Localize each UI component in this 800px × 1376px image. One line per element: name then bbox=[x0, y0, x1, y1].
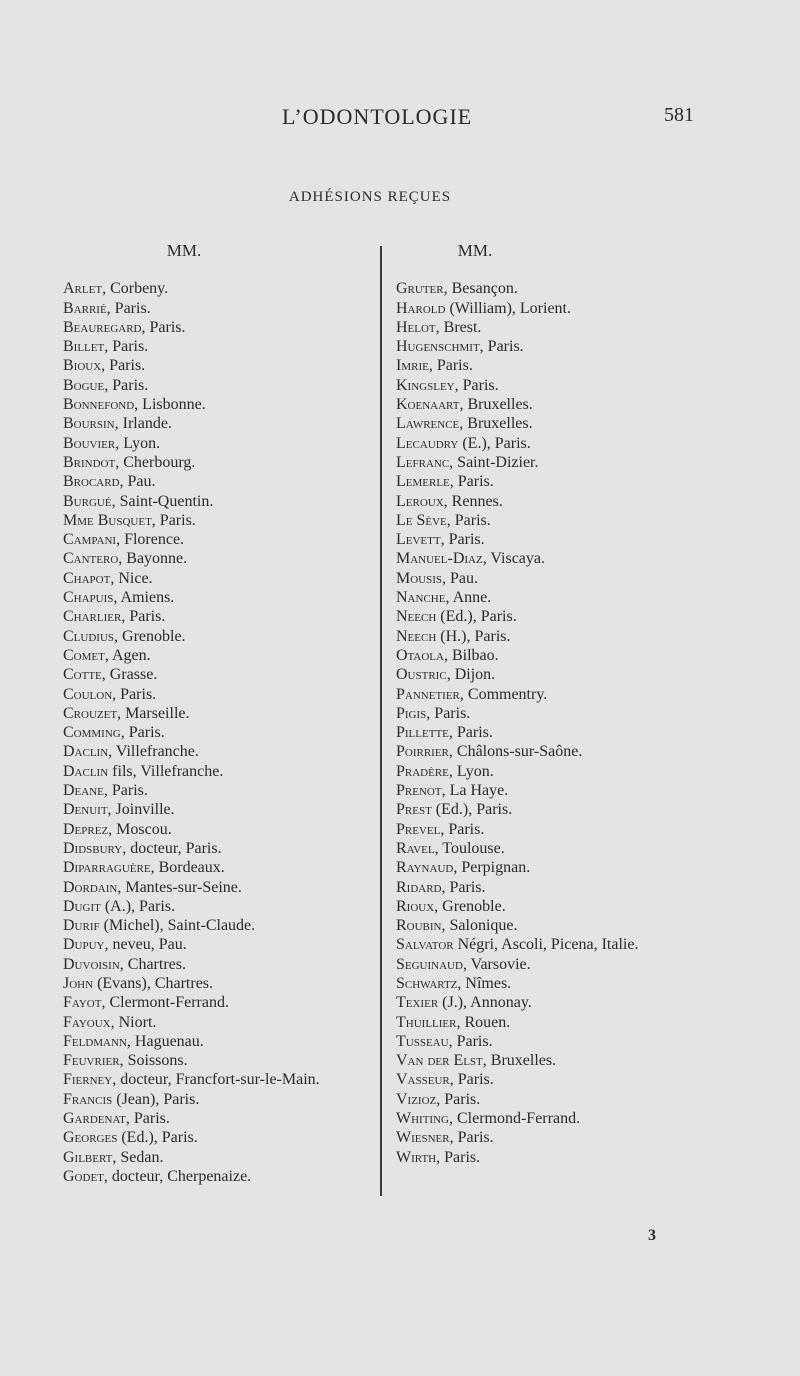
member-name: Pannetier bbox=[396, 685, 460, 703]
list-item bbox=[396, 742, 714, 761]
member-name: Diparraguère bbox=[63, 859, 151, 877]
signature-mark: 3 bbox=[648, 1227, 656, 1244]
list-item bbox=[396, 395, 714, 414]
entry-list bbox=[396, 279, 714, 1167]
member-name: Dugit bbox=[63, 897, 101, 915]
list-item bbox=[396, 955, 714, 974]
list-item bbox=[63, 858, 375, 877]
member-details: , Châlons-sur-Saône. bbox=[448, 743, 583, 761]
member-details: , Cherbourg. bbox=[115, 453, 196, 471]
member-name: Rioux bbox=[396, 897, 435, 915]
member-details: , Paris. bbox=[436, 1090, 481, 1108]
left-column bbox=[63, 241, 375, 1186]
member-name: Dupuy bbox=[63, 936, 105, 954]
member-details: , Paris. bbox=[101, 357, 146, 375]
member-details: , Joinville. bbox=[107, 801, 175, 819]
list-item bbox=[396, 627, 714, 646]
list-item bbox=[63, 916, 375, 935]
list-item bbox=[63, 685, 375, 704]
member-name: Wirth bbox=[396, 1148, 437, 1166]
member-details: (Ed.), Paris. bbox=[117, 1129, 198, 1147]
list-item bbox=[63, 1090, 375, 1109]
member-details: , Grenoble. bbox=[114, 627, 186, 645]
list-item bbox=[396, 569, 714, 588]
member-name: Campani bbox=[63, 531, 117, 549]
member-name: Beauregard bbox=[63, 318, 142, 336]
member-name: Barrié bbox=[63, 299, 107, 317]
member-details: , Paris. bbox=[446, 511, 491, 529]
list-item bbox=[396, 1051, 714, 1070]
member-details: , Paris. bbox=[449, 1071, 494, 1089]
member-name: Prenot bbox=[396, 782, 442, 800]
list-item bbox=[63, 511, 375, 530]
list-item bbox=[63, 723, 375, 742]
member-details: , Mantes-sur-Seine. bbox=[117, 878, 242, 896]
member-name: Salvator bbox=[396, 936, 454, 954]
list-item bbox=[63, 974, 375, 993]
list-item bbox=[63, 279, 375, 298]
member-details: (Michel), Saint-Claude. bbox=[99, 917, 256, 935]
member-name: Gardenat bbox=[63, 1110, 126, 1128]
member-name: Lemerle bbox=[396, 473, 450, 491]
list-item bbox=[396, 935, 714, 954]
member-details: (H.), Paris. bbox=[436, 627, 511, 645]
member-details: (Ed.), Paris. bbox=[431, 801, 513, 819]
section-title: ADHÉSIONS REÇUES bbox=[288, 189, 452, 205]
list-item bbox=[396, 1090, 714, 1109]
member-name: Wiesner bbox=[396, 1129, 450, 1147]
member-name: Dordain bbox=[63, 878, 118, 896]
member-name: Mme Busquet bbox=[63, 511, 152, 529]
member-name: Deprez bbox=[63, 820, 109, 838]
member-name: Cludius bbox=[63, 627, 115, 645]
member-details: , Irlande. bbox=[114, 415, 172, 433]
member-name: Chapot bbox=[63, 569, 111, 587]
member-details: , Clermond-Ferrand. bbox=[448, 1110, 581, 1128]
member-details: , Bordeaux. bbox=[150, 859, 225, 877]
member-name: Vizioz bbox=[396, 1090, 437, 1108]
list-item bbox=[63, 569, 375, 588]
member-details: , docteur, Paris. bbox=[122, 839, 222, 857]
member-name: Helot bbox=[396, 318, 436, 336]
member-details: , neveu, Pau. bbox=[104, 936, 187, 954]
member-details: , Paris. bbox=[106, 299, 151, 317]
list-item bbox=[396, 549, 714, 568]
list-item bbox=[396, 762, 714, 781]
list-item bbox=[396, 299, 714, 318]
member-details: , Toulouse. bbox=[434, 839, 505, 857]
member-details: , Sedan. bbox=[112, 1148, 164, 1166]
list-item bbox=[63, 1013, 375, 1032]
member-details: , Florence. bbox=[116, 531, 185, 549]
member-details: , Lisbonne. bbox=[134, 396, 206, 414]
member-details: , Paris. bbox=[449, 473, 494, 491]
member-details: , Paris. bbox=[141, 318, 186, 336]
list-item bbox=[63, 781, 375, 800]
list-item bbox=[63, 627, 375, 646]
list-item bbox=[396, 800, 714, 819]
member-name: Fayoux bbox=[63, 1013, 111, 1031]
list-item bbox=[63, 820, 375, 839]
member-details: , Paris. bbox=[426, 704, 471, 722]
member-name: Pradère bbox=[396, 762, 449, 780]
member-details: , docteur, Cherpenaize. bbox=[103, 1167, 252, 1185]
member-name: Francis bbox=[63, 1090, 113, 1108]
member-name: Daclin bbox=[63, 743, 109, 761]
list-item bbox=[396, 530, 714, 549]
member-name: Lefranc bbox=[396, 453, 450, 471]
member-details: , Lyon. bbox=[448, 762, 494, 780]
list-item bbox=[396, 781, 714, 800]
list-item bbox=[63, 337, 375, 356]
member-name: Texier bbox=[396, 994, 439, 1012]
member-name: Comming bbox=[63, 724, 121, 742]
list-item bbox=[396, 646, 714, 665]
member-name: Hugenschmit bbox=[396, 338, 480, 356]
member-details: Négri, Ascoli, Picena, Italie. bbox=[453, 936, 639, 954]
member-details: , docteur, Francfort-sur-le-Main. bbox=[112, 1071, 320, 1089]
member-name: John bbox=[63, 974, 94, 992]
member-name: Schwartz bbox=[396, 974, 458, 992]
list-item bbox=[396, 472, 714, 491]
member-name: Daclin bbox=[63, 762, 109, 780]
list-item bbox=[63, 1128, 375, 1147]
member-details: , Paris. bbox=[103, 782, 148, 800]
member-name: Neech bbox=[396, 627, 437, 645]
member-details: , Grasse. bbox=[101, 666, 158, 684]
member-details: , Paris. bbox=[120, 724, 165, 742]
list-item bbox=[63, 1148, 375, 1167]
member-name: Lawrence bbox=[396, 415, 460, 433]
member-details: fils, Villefranche. bbox=[108, 762, 224, 780]
list-item bbox=[396, 820, 714, 839]
list-item bbox=[63, 878, 375, 897]
member-name: Bogue bbox=[63, 376, 105, 394]
member-details: , Paris. bbox=[479, 338, 524, 356]
list-item bbox=[396, 414, 714, 433]
member-details: , Besançon. bbox=[443, 280, 518, 298]
member-name: Fayot bbox=[63, 994, 102, 1012]
member-name: Boursin bbox=[63, 415, 115, 433]
member-details: , Bruxelles. bbox=[459, 415, 533, 433]
member-details: , Paris. bbox=[448, 1032, 493, 1050]
member-name: Pillette bbox=[396, 724, 449, 742]
member-details: , Pau. bbox=[442, 569, 479, 587]
list-item bbox=[63, 472, 375, 491]
list-item bbox=[63, 299, 375, 318]
member-name: Godet bbox=[63, 1167, 104, 1185]
list-item bbox=[396, 723, 714, 742]
member-name: Coulon bbox=[63, 685, 113, 703]
member-details: , Haguenau. bbox=[126, 1032, 204, 1050]
member-details: , Rennes. bbox=[443, 492, 503, 510]
list-item bbox=[396, 318, 714, 337]
member-details: (Ed.), Paris. bbox=[436, 608, 517, 626]
member-name: Van der Elst bbox=[396, 1052, 483, 1070]
list-item bbox=[396, 1032, 714, 1051]
member-details: , Clermont-Ferrand. bbox=[101, 994, 229, 1012]
member-details: , Lyon. bbox=[115, 434, 161, 452]
member-name: Bonnefond bbox=[63, 396, 135, 414]
member-name: Burgué bbox=[63, 492, 112, 510]
member-name: Seguinaud bbox=[396, 955, 463, 973]
list-item bbox=[63, 665, 375, 684]
member-name: Durif bbox=[63, 917, 100, 935]
list-item bbox=[63, 549, 375, 568]
member-details: , Paris. bbox=[454, 376, 499, 394]
member-name: Harold bbox=[396, 299, 446, 317]
member-name: Arlet bbox=[63, 280, 103, 298]
member-name: Duvoisin bbox=[63, 955, 120, 973]
member-details: , Paris. bbox=[448, 724, 493, 742]
list-item bbox=[396, 665, 714, 684]
member-details: , Marseille. bbox=[117, 704, 190, 722]
member-name: Roubin bbox=[396, 917, 442, 935]
member-name: Denuit bbox=[63, 801, 108, 819]
list-item bbox=[396, 1013, 714, 1032]
list-item bbox=[63, 800, 375, 819]
member-name: Le Sève bbox=[396, 511, 447, 529]
member-name: Pigis bbox=[396, 704, 427, 722]
list-item bbox=[63, 993, 375, 1012]
member-name: Gilbert bbox=[63, 1148, 113, 1166]
member-name: Poirrier bbox=[396, 743, 449, 761]
list-item bbox=[63, 376, 375, 395]
member-name: Brindot bbox=[63, 453, 116, 471]
list-item bbox=[396, 492, 714, 511]
list-item bbox=[396, 376, 714, 395]
member-name: Cotte bbox=[63, 666, 102, 684]
list-item bbox=[396, 974, 714, 993]
member-name: Charlier bbox=[63, 608, 122, 626]
page-number: 581 bbox=[664, 104, 694, 126]
list-item bbox=[63, 1109, 375, 1128]
list-item bbox=[396, 1148, 714, 1167]
member-details: , Moscou. bbox=[108, 820, 172, 838]
list-item bbox=[63, 935, 375, 954]
list-item bbox=[63, 492, 375, 511]
column-divider bbox=[380, 246, 382, 1196]
member-details: , Paris. bbox=[440, 531, 485, 549]
list-item bbox=[396, 434, 714, 453]
member-details: , Paris. bbox=[428, 357, 473, 375]
member-details: , Bilbao. bbox=[443, 646, 499, 664]
member-name: Thuillier bbox=[396, 1013, 457, 1031]
member-name: Fierney bbox=[63, 1071, 113, 1089]
member-details: , Paris. bbox=[440, 820, 485, 838]
member-details: , Agen. bbox=[104, 646, 151, 664]
list-item bbox=[396, 356, 714, 375]
member-details: , Paris. bbox=[151, 511, 196, 529]
member-details: , Commentry. bbox=[459, 685, 548, 703]
member-name: Feldmann bbox=[63, 1032, 127, 1050]
list-item bbox=[63, 1070, 375, 1089]
list-item bbox=[63, 530, 375, 549]
member-details: , Saint-Quentin. bbox=[111, 492, 214, 510]
list-item bbox=[63, 1032, 375, 1051]
list-item bbox=[396, 916, 714, 935]
member-details: (E.), Paris. bbox=[458, 434, 531, 452]
member-details: , Bruxelles. bbox=[482, 1052, 557, 1070]
running-title: L’ODONTOLOGIE bbox=[282, 104, 473, 129]
member-name: Ravel bbox=[396, 839, 435, 857]
list-item bbox=[63, 704, 375, 723]
list-item bbox=[396, 1109, 714, 1128]
list-item bbox=[63, 646, 375, 665]
member-name: Imrie bbox=[396, 357, 429, 375]
member-details: , Viscaya. bbox=[482, 550, 545, 568]
member-details: , Dijon. bbox=[446, 666, 496, 684]
member-details: , Salonique. bbox=[441, 917, 518, 935]
member-details: (Evans), Chartres. bbox=[93, 974, 214, 992]
member-details: , Pau. bbox=[119, 473, 156, 491]
member-details: , Rouen. bbox=[456, 1013, 511, 1031]
list-item bbox=[396, 897, 714, 916]
list-item bbox=[63, 453, 375, 472]
member-details: , Paris. bbox=[121, 608, 166, 626]
member-name: Nanche bbox=[396, 589, 446, 607]
member-name: Cantero bbox=[63, 550, 119, 568]
member-name: Chapuis bbox=[63, 589, 114, 607]
member-details: , Corbeny. bbox=[102, 280, 169, 298]
list-item bbox=[396, 1128, 714, 1147]
member-details: , Grenoble. bbox=[434, 897, 506, 915]
list-item bbox=[396, 1070, 714, 1089]
list-item bbox=[63, 356, 375, 375]
member-details: (William), Lorient. bbox=[445, 299, 571, 317]
column-heading: MM. bbox=[166, 241, 202, 260]
list-item bbox=[396, 453, 714, 472]
list-item bbox=[63, 1167, 375, 1186]
right-column bbox=[396, 241, 714, 1167]
list-item bbox=[63, 588, 375, 607]
member-details: , Villefranche. bbox=[108, 743, 199, 761]
member-details: , Niort. bbox=[110, 1013, 157, 1031]
list-item bbox=[396, 588, 714, 607]
member-name: Manuel-Diaz bbox=[396, 550, 483, 568]
member-name: Ridard bbox=[396, 878, 442, 896]
list-item bbox=[63, 414, 375, 433]
list-item bbox=[396, 704, 714, 723]
member-name: Gruter bbox=[396, 280, 444, 298]
member-name: Levett bbox=[396, 531, 441, 549]
list-item bbox=[63, 318, 375, 337]
list-item bbox=[63, 839, 375, 858]
member-name: Prevel bbox=[396, 820, 441, 838]
list-item bbox=[63, 897, 375, 916]
member-name: Comet bbox=[63, 646, 105, 664]
member-details: , Paris. bbox=[104, 338, 149, 356]
member-name: Deane bbox=[63, 782, 104, 800]
member-name: Neech bbox=[396, 608, 437, 626]
member-name: Raynaud bbox=[396, 859, 454, 877]
member-name: Prest bbox=[396, 801, 432, 819]
member-details: , Perpignan. bbox=[453, 859, 531, 877]
member-details: , Paris. bbox=[436, 1148, 481, 1166]
list-item bbox=[63, 955, 375, 974]
member-details: , Soissons. bbox=[119, 1052, 188, 1070]
member-details: , Bruxelles. bbox=[459, 396, 533, 414]
member-details: , Paris. bbox=[441, 878, 486, 896]
member-name: Koenaart bbox=[396, 396, 460, 414]
member-name: Brocard bbox=[63, 473, 120, 491]
member-details: , Paris. bbox=[125, 1110, 170, 1128]
member-name: Oustric bbox=[396, 666, 447, 684]
list-item bbox=[396, 858, 714, 877]
member-details: , Paris. bbox=[112, 685, 157, 703]
list-item bbox=[63, 1051, 375, 1070]
member-details: , Paris. bbox=[449, 1129, 494, 1147]
member-details: , Saint-Dizier. bbox=[449, 453, 539, 471]
list-item bbox=[396, 607, 714, 626]
member-details: , Nîmes. bbox=[457, 974, 512, 992]
member-name: Didsbury bbox=[63, 839, 123, 857]
member-details: (Jean), Paris. bbox=[112, 1090, 200, 1108]
member-name: Bioux bbox=[63, 357, 102, 375]
member-details: (A.), Paris. bbox=[100, 897, 176, 915]
list-item bbox=[63, 395, 375, 414]
member-name: Vasseur bbox=[396, 1071, 450, 1089]
member-name: Whiting bbox=[396, 1110, 449, 1128]
list-item bbox=[396, 511, 714, 530]
member-name: Leroux bbox=[396, 492, 444, 510]
list-item bbox=[396, 878, 714, 897]
member-name: Feuvrier bbox=[63, 1052, 120, 1070]
list-item bbox=[63, 742, 375, 761]
member-name: Tusseau bbox=[396, 1032, 449, 1050]
list-item bbox=[63, 607, 375, 626]
member-name: Kingsley bbox=[396, 376, 455, 394]
member-name: Crouzet bbox=[63, 704, 118, 722]
member-name: Otaola bbox=[396, 646, 444, 664]
member-name: Billet bbox=[63, 338, 105, 356]
list-item bbox=[396, 337, 714, 356]
list-item bbox=[396, 279, 714, 298]
member-name: Lecaudry bbox=[396, 434, 459, 452]
list-item bbox=[63, 434, 375, 453]
list-item bbox=[63, 762, 375, 781]
member-details: , Amiens. bbox=[113, 589, 175, 607]
member-name: Mousis bbox=[396, 569, 443, 587]
list-item bbox=[396, 839, 714, 858]
member-name: Bouvier bbox=[63, 434, 116, 452]
member-details: , La Haye. bbox=[441, 782, 509, 800]
entry-list bbox=[63, 279, 375, 1186]
member-details: , Varsovie. bbox=[462, 955, 531, 973]
member-name: Georges bbox=[63, 1129, 118, 1147]
member-details: , Bayonne. bbox=[118, 550, 188, 568]
list-item bbox=[396, 993, 714, 1012]
member-details: , Anne. bbox=[445, 589, 492, 607]
list-item bbox=[396, 685, 714, 704]
member-details: , Nice. bbox=[110, 569, 153, 587]
member-details: , Chartres. bbox=[119, 955, 186, 973]
member-details: (J.), Annonay. bbox=[438, 994, 532, 1012]
member-details: , Brest. bbox=[435, 318, 482, 336]
column-heading: MM. bbox=[457, 241, 493, 260]
member-details: , Paris. bbox=[104, 376, 149, 394]
